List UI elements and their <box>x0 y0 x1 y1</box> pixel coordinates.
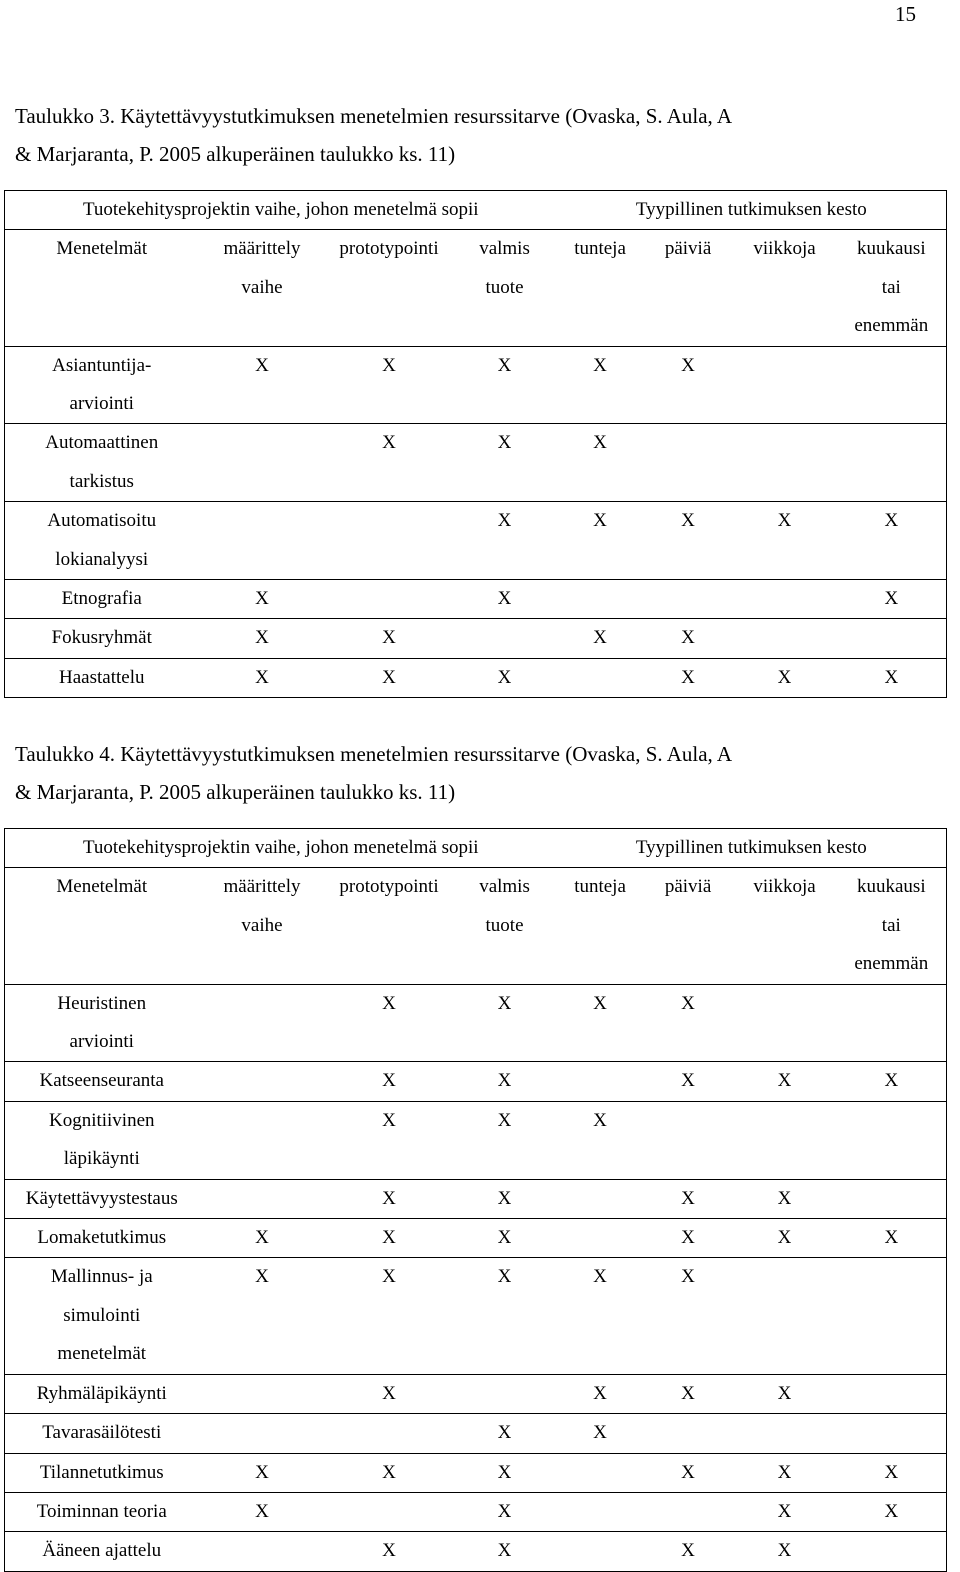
mark-cell: X <box>557 619 644 658</box>
mark-cell <box>557 1453 644 1492</box>
header-line: prototypointi <box>339 876 439 898</box>
mark-cell: X <box>199 346 326 424</box>
table-row <box>5 1453 947 1492</box>
table-row <box>5 1258 947 1374</box>
header-line: enemmän <box>854 953 929 975</box>
duration-group-header: Tyypillinen tutkimuksen kesto <box>557 829 947 868</box>
mark-cell <box>733 424 837 502</box>
header-line: päiviä <box>664 876 712 898</box>
mark-cell: X <box>837 580 947 619</box>
method-name-line: arviointi <box>69 393 134 415</box>
mark-cell <box>644 1492 733 1531</box>
table-row <box>5 984 947 1062</box>
header-line: päiviä <box>664 238 712 260</box>
mark-cell: X <box>644 1532 733 1571</box>
mark-cell <box>733 619 837 658</box>
mark-cell: X <box>557 424 644 502</box>
method-name-line: Fokusryhmät <box>51 627 152 649</box>
mark-cell <box>199 1179 326 1218</box>
table-row <box>5 1179 947 1218</box>
header-line: enemmän <box>854 315 929 337</box>
mark-cell <box>644 1414 733 1453</box>
mark-cell: X <box>199 1453 326 1492</box>
header-line: tai <box>881 276 901 298</box>
method-cell <box>5 1258 199 1374</box>
mark-cell <box>837 1101 947 1179</box>
mark-cell: X <box>326 1062 453 1101</box>
group-header-row <box>5 191 947 230</box>
mark-cell: X <box>557 1101 644 1179</box>
mark-cell: X <box>326 984 453 1062</box>
mark-cell: X <box>199 1258 326 1374</box>
mark-cell: X <box>557 1258 644 1374</box>
header-line: kuukausi <box>857 238 926 260</box>
mark-cell <box>199 1374 326 1413</box>
header-viikkoja <box>733 230 837 346</box>
mark-cell <box>837 984 947 1062</box>
method-name-line: Käytettävyystestaus <box>25 1187 178 1209</box>
header-line: tunteja <box>574 238 626 260</box>
mark-cell <box>557 1062 644 1101</box>
mark-cell: X <box>733 1492 837 1531</box>
method-cell <box>5 984 199 1062</box>
mark-cell: X <box>326 424 453 502</box>
header-tunteja <box>557 868 644 984</box>
method-cell <box>5 1179 199 1218</box>
mark-cell <box>199 1414 326 1453</box>
header-line: määrittely <box>223 238 301 260</box>
method-name-line: Automaattinen <box>45 432 159 454</box>
table-row <box>5 1492 947 1531</box>
mark-cell: X <box>557 502 644 580</box>
mark-cell <box>837 1374 947 1413</box>
mark-cell: X <box>453 346 557 424</box>
header-line: Menetelmät <box>56 876 148 898</box>
method-name-line: menetelmät <box>57 1343 147 1365</box>
method-cell <box>5 424 199 502</box>
method-name-line: lokianalyysi <box>55 548 149 570</box>
method-cell <box>5 1219 199 1258</box>
mark-cell: X <box>733 1532 837 1571</box>
method-name-line: Etnografia <box>61 588 142 610</box>
table-row <box>5 346 947 424</box>
header-menetelmat <box>5 230 199 346</box>
caption-line: Taulukko 3. Käytettävyystutkimuksen menetelmien resurssitarve (Ovaska, S. Aula, A <box>15 104 733 128</box>
method-name-line: Heuristinen <box>57 992 147 1014</box>
mark-cell: X <box>453 984 557 1062</box>
mark-cell: X <box>644 1258 733 1374</box>
page-number: 15 <box>895 2 916 26</box>
header-line: prototypointi <box>339 238 439 260</box>
mark-cell <box>837 1414 947 1453</box>
header-line: tunteja <box>574 876 626 898</box>
header-line: viikkoja <box>753 876 816 898</box>
header-prototypointi <box>326 868 453 984</box>
mark-cell: X <box>453 1219 557 1258</box>
mark-cell: X <box>644 346 733 424</box>
table-row <box>5 1062 947 1101</box>
method-name-line: Toiminnan teoria <box>36 1500 167 1522</box>
column-header-row <box>5 868 947 984</box>
mark-cell <box>733 346 837 424</box>
header-valmis-tuote <box>453 868 557 984</box>
table-3-caption <box>15 97 945 173</box>
mark-cell <box>837 619 947 658</box>
mark-cell: X <box>837 1492 947 1531</box>
method-cell <box>5 346 199 424</box>
table-4-caption <box>15 735 945 811</box>
method-name-line: Mallinnus- ja <box>50 1266 153 1288</box>
mark-cell: X <box>733 502 837 580</box>
mark-cell: X <box>453 658 557 697</box>
method-cell <box>5 619 199 658</box>
mark-cell <box>837 1532 947 1571</box>
mark-cell <box>837 1258 947 1374</box>
mark-cell <box>326 502 453 580</box>
mark-cell <box>199 502 326 580</box>
header-valmis-tuote <box>453 230 557 346</box>
mark-cell: X <box>326 346 453 424</box>
mark-cell <box>644 424 733 502</box>
mark-cell <box>326 580 453 619</box>
mark-cell <box>326 1492 453 1531</box>
mark-cell: X <box>733 1374 837 1413</box>
mark-cell: X <box>644 1062 733 1101</box>
method-name-line: tarkistus <box>69 470 134 492</box>
method-name-line: läpikäynti <box>63 1148 140 1170</box>
table-3-resource-needs <box>4 190 947 698</box>
header-line: viikkoja <box>753 238 816 260</box>
mark-cell: X <box>453 424 557 502</box>
mark-cell: X <box>644 658 733 697</box>
mark-cell: X <box>644 1374 733 1413</box>
phase-group-header: Tuotekehitysprojektin vaihe, johon menetelmä sopii <box>5 829 557 868</box>
header-line: vaihe <box>241 914 283 936</box>
method-name-line: simulointi <box>63 1304 141 1326</box>
method-name-line: Ryhmäläpikäynti <box>36 1382 167 1404</box>
header-viikkoja <box>733 868 837 984</box>
method-name-line: Tavarasäilötesti <box>42 1422 162 1444</box>
table-row <box>5 1219 947 1258</box>
mark-cell: X <box>644 1179 733 1218</box>
mark-cell <box>453 1374 557 1413</box>
method-name-line: Katseenseuranta <box>39 1070 164 1092</box>
method-name-line: Automatisoitu <box>47 510 157 532</box>
mark-cell: X <box>326 1179 453 1218</box>
method-name-line: Ääneen ajattelu <box>42 1540 162 1562</box>
mark-cell <box>557 658 644 697</box>
mark-cell: X <box>326 1453 453 1492</box>
mark-cell: X <box>557 1414 644 1453</box>
mark-cell: X <box>644 1219 733 1258</box>
mark-cell: X <box>326 1101 453 1179</box>
table-row <box>5 619 947 658</box>
mark-cell: X <box>199 1492 326 1531</box>
mark-cell: X <box>733 1453 837 1492</box>
mark-cell: X <box>453 502 557 580</box>
method-name-line: arviointi <box>69 1031 134 1053</box>
header-line: tai <box>881 914 901 936</box>
mark-cell: X <box>453 1062 557 1101</box>
mark-cell: X <box>326 1219 453 1258</box>
mark-cell <box>733 1258 837 1374</box>
table-row <box>5 1532 947 1571</box>
mark-cell <box>326 1414 453 1453</box>
table-row <box>5 424 947 502</box>
mark-cell <box>644 1101 733 1179</box>
mark-cell <box>733 984 837 1062</box>
table-row <box>5 658 947 697</box>
header-line: Menetelmät <box>56 238 148 260</box>
header-line: vaihe <box>241 276 283 298</box>
mark-cell: X <box>326 619 453 658</box>
header-kuukausi-tai-enemman <box>837 868 947 984</box>
mark-cell <box>733 580 837 619</box>
table-row <box>5 1374 947 1413</box>
column-header-row <box>5 230 947 346</box>
mark-cell: X <box>453 1492 557 1531</box>
method-cell <box>5 1492 199 1531</box>
mark-cell: X <box>453 1532 557 1571</box>
mark-cell: X <box>733 1219 837 1258</box>
mark-cell <box>557 1532 644 1571</box>
mark-cell: X <box>644 502 733 580</box>
mark-cell <box>837 424 947 502</box>
method-name-line: Asiantuntija- <box>52 354 152 376</box>
mark-cell <box>557 1219 644 1258</box>
mark-cell <box>644 580 733 619</box>
header-prototypointi <box>326 230 453 346</box>
mark-cell: X <box>557 1374 644 1413</box>
method-name-line: Haastattelu <box>59 666 145 688</box>
header-paivia <box>644 868 733 984</box>
method-cell <box>5 1062 199 1101</box>
mark-cell: X <box>199 1219 326 1258</box>
mark-cell <box>199 424 326 502</box>
header-line: tuote <box>485 914 524 936</box>
mark-cell <box>557 580 644 619</box>
method-cell <box>5 1453 199 1492</box>
mark-cell: X <box>326 1258 453 1374</box>
header-line: kuukausi <box>857 876 926 898</box>
mark-cell: X <box>326 658 453 697</box>
caption-line: & Marjaranta, P. 2005 alkuperäinen taulukko ks. 11) <box>15 780 456 804</box>
header-menetelmat <box>5 868 199 984</box>
table-row <box>5 502 947 580</box>
header-maarittely-vaihe <box>199 230 326 346</box>
mark-cell: X <box>453 1179 557 1218</box>
mark-cell: X <box>453 580 557 619</box>
mark-cell <box>557 1179 644 1218</box>
mark-cell: X <box>453 1414 557 1453</box>
header-line: valmis <box>479 876 530 898</box>
table-4-resource-needs <box>4 828 947 1572</box>
mark-cell: X <box>733 1179 837 1218</box>
table-row <box>5 1101 947 1179</box>
table-row <box>5 580 947 619</box>
mark-cell <box>733 1101 837 1179</box>
method-cell <box>5 1374 199 1413</box>
mark-cell: X <box>733 658 837 697</box>
mark-cell: X <box>453 1101 557 1179</box>
mark-cell: X <box>644 984 733 1062</box>
header-line: määrittely <box>223 876 301 898</box>
mark-cell: X <box>557 346 644 424</box>
mark-cell: X <box>557 984 644 1062</box>
caption-line: & Marjaranta, P. 2005 alkuperäinen taulukko ks. 11) <box>15 142 456 166</box>
mark-cell: X <box>733 1062 837 1101</box>
mark-cell: X <box>453 1453 557 1492</box>
mark-cell <box>453 619 557 658</box>
header-paivia <box>644 230 733 346</box>
table-row <box>5 1414 947 1453</box>
caption-line: Taulukko 4. Käytettävyystutkimuksen menetelmien resurssitarve (Ovaska, S. Aula, A <box>15 742 733 766</box>
method-name-line: Kognitiivinen <box>48 1109 155 1131</box>
phase-group-header: Tuotekehitysprojektin vaihe, johon menetelmä sopii <box>5 191 557 230</box>
mark-cell: X <box>837 1062 947 1101</box>
mark-cell: X <box>326 1532 453 1571</box>
mark-cell: X <box>199 619 326 658</box>
header-line: tuote <box>485 276 524 298</box>
mark-cell <box>733 1414 837 1453</box>
method-cell <box>5 502 199 580</box>
method-cell <box>5 658 199 697</box>
mark-cell <box>199 1532 326 1571</box>
mark-cell: X <box>644 619 733 658</box>
header-maarittely-vaihe <box>199 868 326 984</box>
mark-cell <box>199 1101 326 1179</box>
method-cell <box>5 1532 199 1571</box>
method-name-line: Lomaketutkimus <box>37 1227 167 1249</box>
mark-cell: X <box>837 1453 947 1492</box>
mark-cell: X <box>199 658 326 697</box>
mark-cell: X <box>199 580 326 619</box>
header-line: valmis <box>479 238 530 260</box>
mark-cell: X <box>837 1219 947 1258</box>
group-header-row <box>5 829 947 868</box>
method-cell <box>5 1414 199 1453</box>
method-cell <box>5 1101 199 1179</box>
mark-cell: X <box>326 1374 453 1413</box>
mark-cell <box>837 1179 947 1218</box>
mark-cell: X <box>644 1453 733 1492</box>
method-name-line: Tilannetutkimus <box>39 1461 164 1483</box>
header-kuukausi-tai-enemman <box>837 230 947 346</box>
mark-cell <box>199 1062 326 1101</box>
method-cell <box>5 580 199 619</box>
mark-cell: X <box>837 658 947 697</box>
mark-cell <box>557 1492 644 1531</box>
header-tunteja <box>557 230 644 346</box>
mark-cell <box>199 984 326 1062</box>
mark-cell: X <box>453 1258 557 1374</box>
duration-group-header: Tyypillinen tutkimuksen kesto <box>557 191 947 230</box>
mark-cell: X <box>837 502 947 580</box>
mark-cell <box>837 346 947 424</box>
